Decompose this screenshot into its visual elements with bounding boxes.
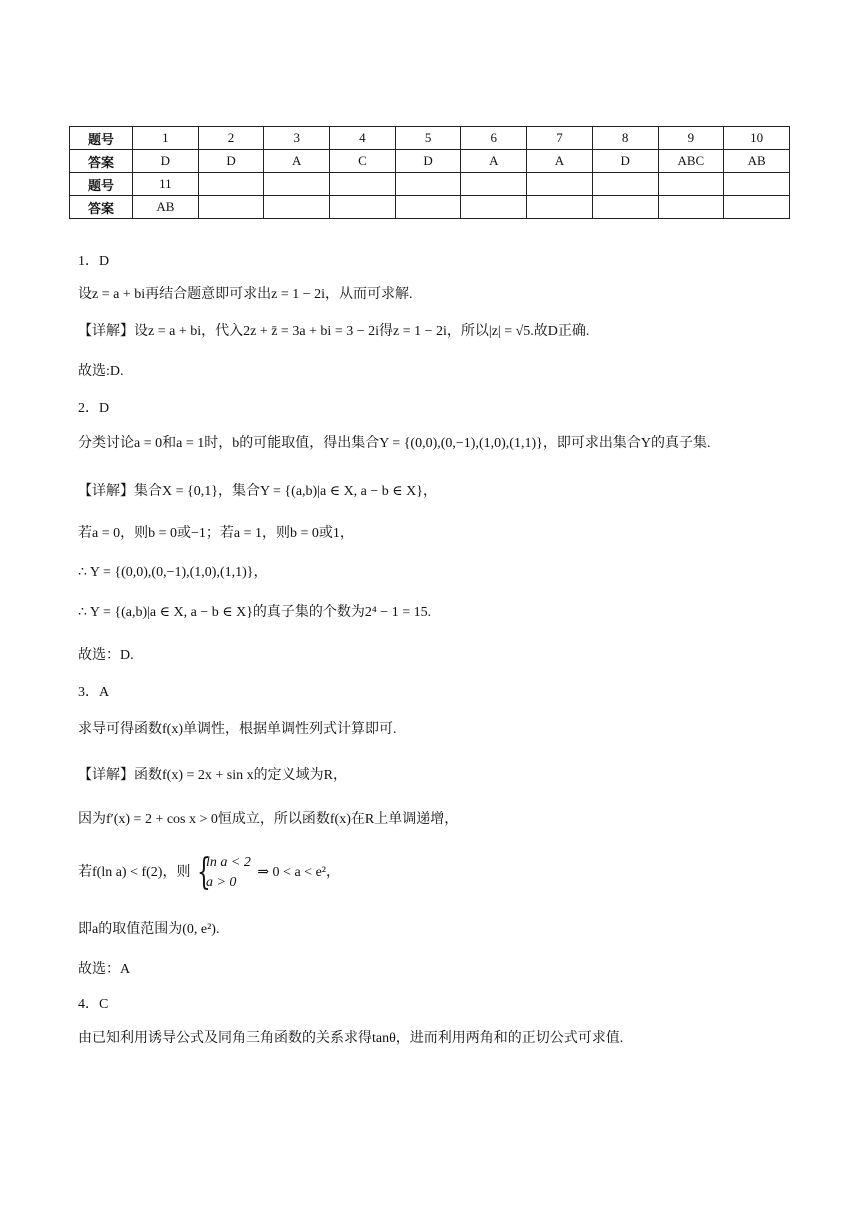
table-cell: 7 [527,127,593,150]
table-cell [592,196,658,219]
table-cell: D [395,150,461,173]
table-cell [527,196,593,219]
question-2-detail-2: 若a = 0，则b = 0或−1；若a = 1，则b = 0或1， [78,526,354,541]
question-1-hint: 设z = a + bi再结合题意即可求出z = 1 − 2i，从而可求解. [78,287,413,302]
table-cell: A [527,150,593,173]
table-cell [395,173,461,196]
inequality-row-1: ln a < 2 [205,855,251,870]
table-cell [198,173,264,196]
table-cell: 1 [133,127,199,150]
table-cell [395,196,461,219]
table-cell [658,173,724,196]
table-cell [461,196,527,219]
table-cell: A [461,150,527,173]
question-2-title: 2．D [78,401,110,416]
table-cell [527,173,593,196]
table-cell [592,173,658,196]
question-1-conclusion: 故选:D. [78,364,124,379]
table-cell: ABC [658,150,724,173]
table-row [70,173,790,196]
table-cell [264,173,330,196]
answer-table [69,126,790,219]
question-2-detail-1: 【详解】集合X = {0,1}，集合Y = {(a,b)|a ∈ X, a − b ∈ X}， [78,484,437,499]
question-2-detail-3: ∴ Y = {(0,0),(0,−1),(1,0),(1,1)}， [78,565,268,580]
table-cell: 8 [592,127,658,150]
table-cell [724,173,790,196]
table-cell [658,196,724,219]
table-cell: C [330,150,396,173]
question-3-detail-4: 即a的取值范围为(0, e²). [78,922,220,937]
question-2-hint: 分类讨论a = 0和a = 1时，b的可能取值，得出集合Y = {(0,0),(0,−1),(1,0),(1,1)}，即可求出集合Y的真子集. [78,436,711,451]
table-cell: D [198,150,264,173]
table-cell: 3 [264,127,330,150]
table-cell: 6 [461,127,527,150]
table-cell: D [133,150,199,173]
table-header-cell: 题号 [70,127,133,150]
table-cell: A [264,150,330,173]
table-cell [264,196,330,219]
question-2-detail-4: ∴ Y = {(a,b)|a ∈ X, a − b ∈ X}的真子集的个数为2⁴ − 1 = 15. [78,605,432,620]
question-3-hint: 求导可得函数f(x)单调性，根据单调性列式计算即可. [78,722,397,737]
table-cell: AB [724,150,790,173]
table-row [70,196,790,219]
question-3-title: 3．A [78,685,110,700]
question-4-title: 4．C [78,997,109,1012]
table-cell: 11 [133,173,199,196]
table-cell [198,196,264,219]
question-3-detail-3 [78,853,340,893]
table-header-cell: 题号 [70,173,133,196]
question-3-detail-3-suffix: ⇒ 0 < a < e²， [257,865,340,881]
question-1-title: 1．D [78,254,110,269]
question-4-hint: 由已知利用诱导公式及同角三角函数的关系求得tanθ，进而利用两角和的正切公式可求值. [78,1031,624,1046]
brace-symbol: { [196,852,211,893]
question-3-detail-2: 因为f′(x) = 2 + cos x > 0恒成立，所以函数f(x)在R上单调递增， [78,812,459,827]
table-cell [461,173,527,196]
inequality-system [197,853,251,893]
table-cell [724,196,790,219]
table-cell: 10 [724,127,790,150]
question-3-detail-3-prefix: 若f(ln a) < f(2)，则 [78,865,191,881]
table-cell: 4 [330,127,396,150]
table-cell: 9 [658,127,724,150]
question-3-detail-1: 【详解】函数f(x) = 2x + sin x的定义域为R， [78,768,347,783]
question-2-conclusion: 故选：D. [78,648,134,663]
table-header-cell: 答案 [70,196,133,219]
table-cell: 2 [198,127,264,150]
table-row [70,150,790,173]
table-header-cell: 答案 [70,150,133,173]
table-cell: AB [133,196,199,219]
table-cell [330,196,396,219]
question-1-detail: 【详解】设z = a + bi，代入2z + z̄ = 3a + bi = 3 − 2i得z = 1 − 2i，所以|z| = √5.故D正确. [78,324,590,339]
question-3-conclusion: 故选：A [78,962,131,977]
table-cell [330,173,396,196]
table-cell: D [592,150,658,173]
table-row [70,127,790,150]
table-cell: 5 [395,127,461,150]
inequality-row-2: a > 0 [205,875,237,890]
